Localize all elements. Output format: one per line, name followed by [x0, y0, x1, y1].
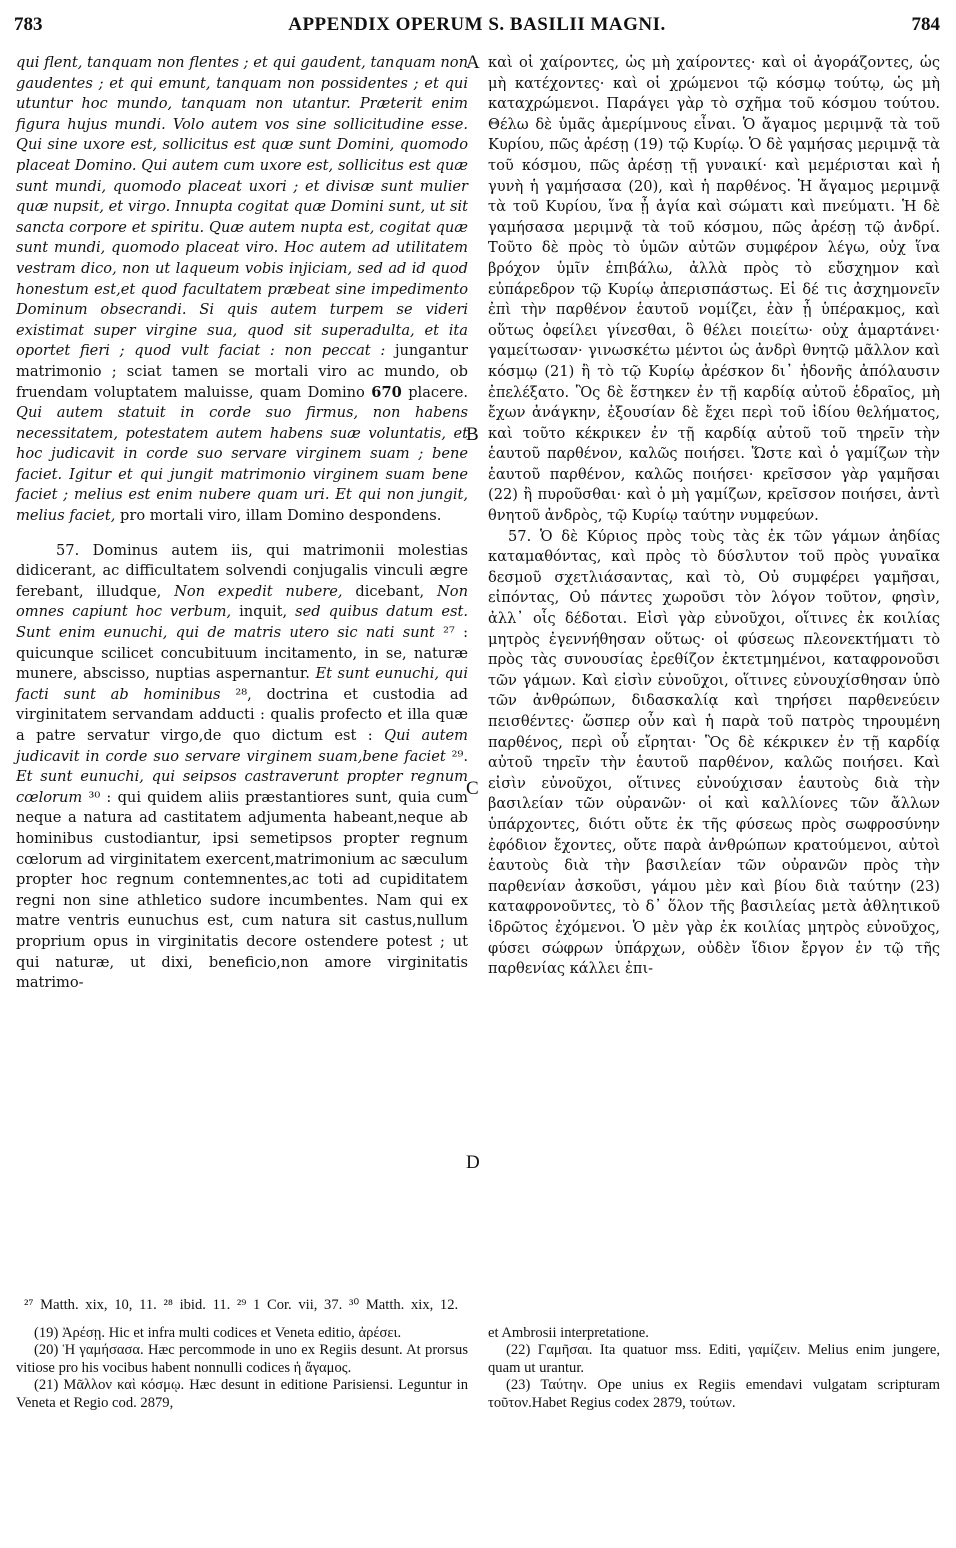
- greek-paragraph-1: καὶ οἱ χαίροντες, ὡς μὴ χαίροντες· καὶ οἱ ἀγοράζοντες, ὡς μὴ κατέχοντες· καὶ οἱ χρώμενοι τῷ κόσμῳ τούτῳ, ὡς μὴ καταχρώμενοι. Παράγει γὰρ τὸ σχῆμα τοῦ κόσμου τούτου. Θέλω δὲ ὑμᾶς ἀμερίμνους εἶναι. Ὁ ἄγαμος μεριμνᾷ τὰ τοῦ Κυρίου, πῶς ἀρέσῃ (19) τῷ Κυρίῳ. Ὁ δὲ γαμήσας μεριμνᾷ τὰ τοῦ κόσμου, πῶς ἀρέσῃ τῇ γυναικί· καὶ μεμέρισται καὶ ἡ γυνὴ ἡ γαμήσασα (20), καὶ ἡ παρθένος. Ἡ ἄγαμος μεριμνᾷ τὰ τοῦ Κυρίου, ἵνα ᾖ ἁγία καὶ σώματι καὶ πνεύματι. Ἡ δὲ γαμήσασα μεριμνᾷ τὰ τοῦ κόσμου, πῶς ἀρέσῃ τῷ ἀνδρί. Τοῦτο δὲ πρὸς τὸ ὑμῶν αὐτῶν συμφέρον λέγω, οὐχ ἵνα βρόχον ὑμῖν ἐπιβάλω, ἀλλὰ πρὸς τὸ εὔσχημον καὶ εὐπάρεδρον τῷ Κυρίῳ ἀπερισπάστως. Εἰ δέ τις ἀσχημονεῖν ἐπὶ τὴν παρθένον ἑαυτοῦ νομίζει, ἐὰν ᾖ ὑπέρακμος, καὶ οὕτως ὀφείλει γίνεσθαι, ὃ θέλει ποιείτω· οὐχ ἁμαρτάνει· γαμείτωσαν· γινωσκέτω μέντοι ὡς ἀνδρὶ θνητῷ μᾶλλον καὶ κόσμῳ (21) ἢ τὸ τῷ Κυρίῳ ἀρέσκον δι᾽ ἡδονῆς ἀπόλαυσιν ἐπελέξατο. Ὃς δὲ ἕστηκεν ἐν τῇ καρδίᾳ αὐτοῦ ἑδραῖος, μὴ ἔχων ἀνάγκην, ἐξουσίαν δὲ ἔχει περὶ τοῦ ἰδίου θελήματος, καὶ τοῦτο κέκρικεν ἐν τῇ καρδίᾳ αὐτοῦ τοῦ τηρεῖν τὴν ἑαυτοῦ παρθένον, καλῶς ποιήσει. Ὥστε καὶ ὁ γαμίζων τὴν ἑαυτοῦ παρθένον, καλῶς ποιήσει· κρεῖσσον γὰρ γαμῆσαι (22) ἢ πυροῦσθαι· καὶ ὁ μὴ γαμίζων, κρεῖσσον ποιήσει, ἀντὶ θνητοῦ ἀνδρὸς, τῷ Κυρίῳ ταύτην νυμφεύων.: [488, 54, 940, 525]
- note-22: (22) Γαμῆσαι. Ita quatuor mss. Editi, γαμίζειν. Melius enim jungere, quam ut urantur.: [488, 1342, 940, 1376]
- scripture-references: ²⁷ Matth. xix, 10, 11. ²⁸ ibid. 11. ²⁹ 1 Cor. vii, 37. ³⁰ Matth. xix, 12.: [24, 1297, 459, 1313]
- note-19: (19) Ἀρέσῃ. Hic et infra multi codices et Veneta editio, ἀρέσει.: [34, 1325, 402, 1341]
- latin-text: jungantur matrimonio ; sciat tamen se mortali viro ac mundo, ob fruendam voluptatem maluisse, quam Domino: [16, 342, 468, 401]
- page-number-right: 784: [911, 14, 940, 35]
- latin-text: Non expedit nubere,: [174, 582, 343, 600]
- greek-column: [488, 53, 940, 980]
- latin-text: qui flent, tanquam non flentes ; et qui gaudent, tanquam non gaudentes ; et qui emunt, tanquam non possidentes ; et qui utuntur hoc mundo, tanquam non utantur. Præterit enim figura hujus mundi. Volo autem vos sine sollicitudine esse. Qui sine uxore est, sollicitus est quæ sunt Domini, quomodo placeat Domino. Qui autem cum uxore est, sollicitus est quæ sunt mundi, quomodo placeat uxori ; et divisæ sunt mulier quæ nupsit, et virgo. Innupta cogitat quæ Domini sunt, ut sit sancta corpore et spiritu. Quæ autem nupta est, cogitat quæ sunt mundi, quomodo placeat viro. Hoc autem ad utilitatem vestram dico, non ut laqueum vobis injiciam, sed ad id quod honestum est,et quod facultatem præbeat sine impedimento Dominum obsecrandi. Si quis autem turpem se videri existimat super virgine sua, quod sit superadulta, et ita oportet fieri ; quod vult faciat : non peccat :: [16, 54, 468, 360]
- note-21: (21) Μᾶλλον καὶ κόσμῳ. Hæc desunt in editione Parisiensi. Leguntur in Veneta et Regio cod. 2879,: [16, 1377, 468, 1411]
- greek-paragraph-2: 57. Ὁ δὲ Κύριος πρὸς τοὺς τὰς ἐκ τῶν γάμων ἀηδίας καταμαθόντας, καὶ πρὸς τὸ δύσλυτον τοῦ πρὸς γυναῖκα δεσμοῦ σχετλιάσαντας, καὶ τὸ, Οὐ συμφέρει γαμῆσαι, εἰπόντας, Οὐ πάντες χωροῦσι τὸν λόγον τοῦτον, φησὶν, ἀλλ᾽ οἷς δέδοται. Εἰσὶ γὰρ εὐνοῦχοι, οἵτινες ἐκ κοιλίας μητρὸς ἐγεννήθησαν οὕτως· οἱ φύσεως πλεονεκτήματι τὸ πρὸς τὰς συνουσίας ἐρεθίζον ἐκτετμημένοι, καταφρονοῦσι τῶν γάμων. Καὶ εἰσὶν εὐνοῦχοι, οἵτινες εὐνουχίσθησαν ὑπὸ τῶν ἀνθρώπων, διδασκαλίᾳ καὶ τηρήσει παρθενεύειν πεισθέντες· ὥσπερ οὖν καὶ ἡ παρὰ τοῦ πατρὸς τηρουμένη παρθένος, περὶ οὗ εἴρηται· Ὃς δὲ κέκρικεν ἐν τῇ καρδίᾳ αὐτοῦ τηρεῖν τὴν ἑαυτοῦ παρθένον, καλῶς ποιήσει. Καὶ εἰσὶν εὐνοῦχοι, οἵτινες εὐνούχισαν ἑαυτοὺς διὰ τὴν βασιλείαν τῶν οὐρανῶν· οἱ καὶ καλλίονες τῶν ἄλλων ὑπάρχοντες, διότι οὔτε ἐκ τῆς φύσεως πρὸς σωφροσύνην ἐφόδιον ἔχοντες, οὔτε παρὰ ἀνθρώπων κρατούμενοι, αὐτοὶ ἑαυτοὺς διὰ τὴν βασιλείαν τῶν οὐρανῶν πρὸς τὴν παρθενίαν ἀσκοῦσι, γάμου μὲν καὶ βίου διὰ ταύτην (23) καταφρονοῦντες, τὸ δ᾽ ὅλον τῆς βασιλείας μετὰ ἀθλητικοῦ ἱδρῶτος ἐχόμενοι. Ὁ μὲν γὰρ ἐκ κοιλίας μητρὸς εὐνοῦχος, φύσει σώφρων ὑπάρχων, οὐδὲν ἴδιον ἔργον ἐν τῷ τῆς παρθενίας κάλλει ἐπι-: [488, 527, 940, 978]
- latin-text: Dominus autem iis, qui matrimonii molestias didicerant, ac difficultatem solvendi conjugalis vinculi ægre ferebant, illudque,: [16, 541, 468, 600]
- latin-text: placere.: [401, 383, 468, 401]
- note-23: (23) Ταύτην. Ope unius ex Regiis emendavi vulgatam scripturam τοῦτον.Habet Regius codex 2879, τούτων.: [488, 1377, 940, 1411]
- latin-text: Non omnes capiunt hoc verbum,: [16, 582, 468, 621]
- page-number-left: 783: [14, 14, 43, 35]
- latin-text: sed quibus datum est. Sunt enim eunuchi, qui de matris utero sic nati sunt: [16, 603, 468, 642]
- latin-text: Qui autem statuit in corde suo firmus, non habens necessitatem, potestatem autem habens suæ voluntatis, et hoc judicavit in corde suo servare virginem suam ; bene faciet. Igitur et qui jungit matrimonio virginem suam bene faciet ; melius est enim nubere quam uri. Et qui non jungit, melius faciet,: [16, 404, 468, 525]
- section-number: 57.: [56, 541, 80, 559]
- latin-text: dicebant,: [342, 582, 438, 600]
- latin-text: Qui autem judicavit in corde suo servare virginem suam,bene faciet: [16, 727, 469, 765]
- running-title: APPENDIX OPERUM S. BASILII MAGNI.: [288, 14, 666, 35]
- latin-text: pro mortali viro, illam Domino despondens.: [115, 507, 442, 525]
- latin-paragraph-2: [16, 541, 468, 994]
- page-header: [14, 14, 940, 42]
- margin-mark-c: C: [466, 778, 479, 799]
- column-number: 670: [371, 383, 402, 401]
- margin-mark-b: B: [466, 424, 479, 445]
- latin-paragraph-1: [16, 53, 468, 527]
- note-20: (20) Ἡ γαμήσασα. Hæc percommode in uno ex Regiis desunt. At prorsus vitiose pro his vocibus habent nonnulli codices ἡ ἄγαμος.: [16, 1342, 468, 1376]
- latin-text: Et sunt eunuchi, qui seipsos castraverunt propter regnum cœlorum: [16, 768, 468, 806]
- latin-text: ²⁷ : quicunque scilicet concubituum incitamento, in se, naturæ munere, abscisso, nuptias aspernantur.: [16, 624, 468, 683]
- margin-mark-d: D: [466, 1152, 480, 1173]
- notes-left-column: [16, 1325, 468, 1412]
- note-21-continued: et Ambrosii interpretatione.: [488, 1325, 649, 1341]
- margin-mark-a: A: [466, 52, 480, 73]
- notes-right-column: [488, 1325, 940, 1412]
- latin-text: ³⁰ : qui quidem aliis præstantiores sunt, quia cum neque a natura ad castitatem adjumenta habeant,neque ab hominibus custodiantur, ipsi semetipsos propter regnum cœlorum ad virginitatem exercent,matrimonium ac sæculum propter hoc regnum contemnentes,ac toti ad cupiditatem regni non sine athletico sudore incumbentes. Nam qui ex matre ventris eunuchus est, cum natura sit castus,nullum proprium opus in virginitatis decore ostendere potest ; ut qui naturæ, ut dixi, beneficio,non amore virginitatis matrimo-: [16, 788, 468, 992]
- latin-text: ²⁸, doctrina et custodia ad virginitatem servandam adducti : qualis profecto et illa quæ a patre servatur virgo,de quo dictum est :: [16, 685, 468, 744]
- latin-text: ²⁹.: [445, 747, 468, 765]
- latin-column: [16, 53, 468, 994]
- latin-text: Et sunt eunuchi, qui facti sunt ab hominibus: [16, 665, 468, 703]
- latin-text: inquit,: [231, 603, 296, 621]
